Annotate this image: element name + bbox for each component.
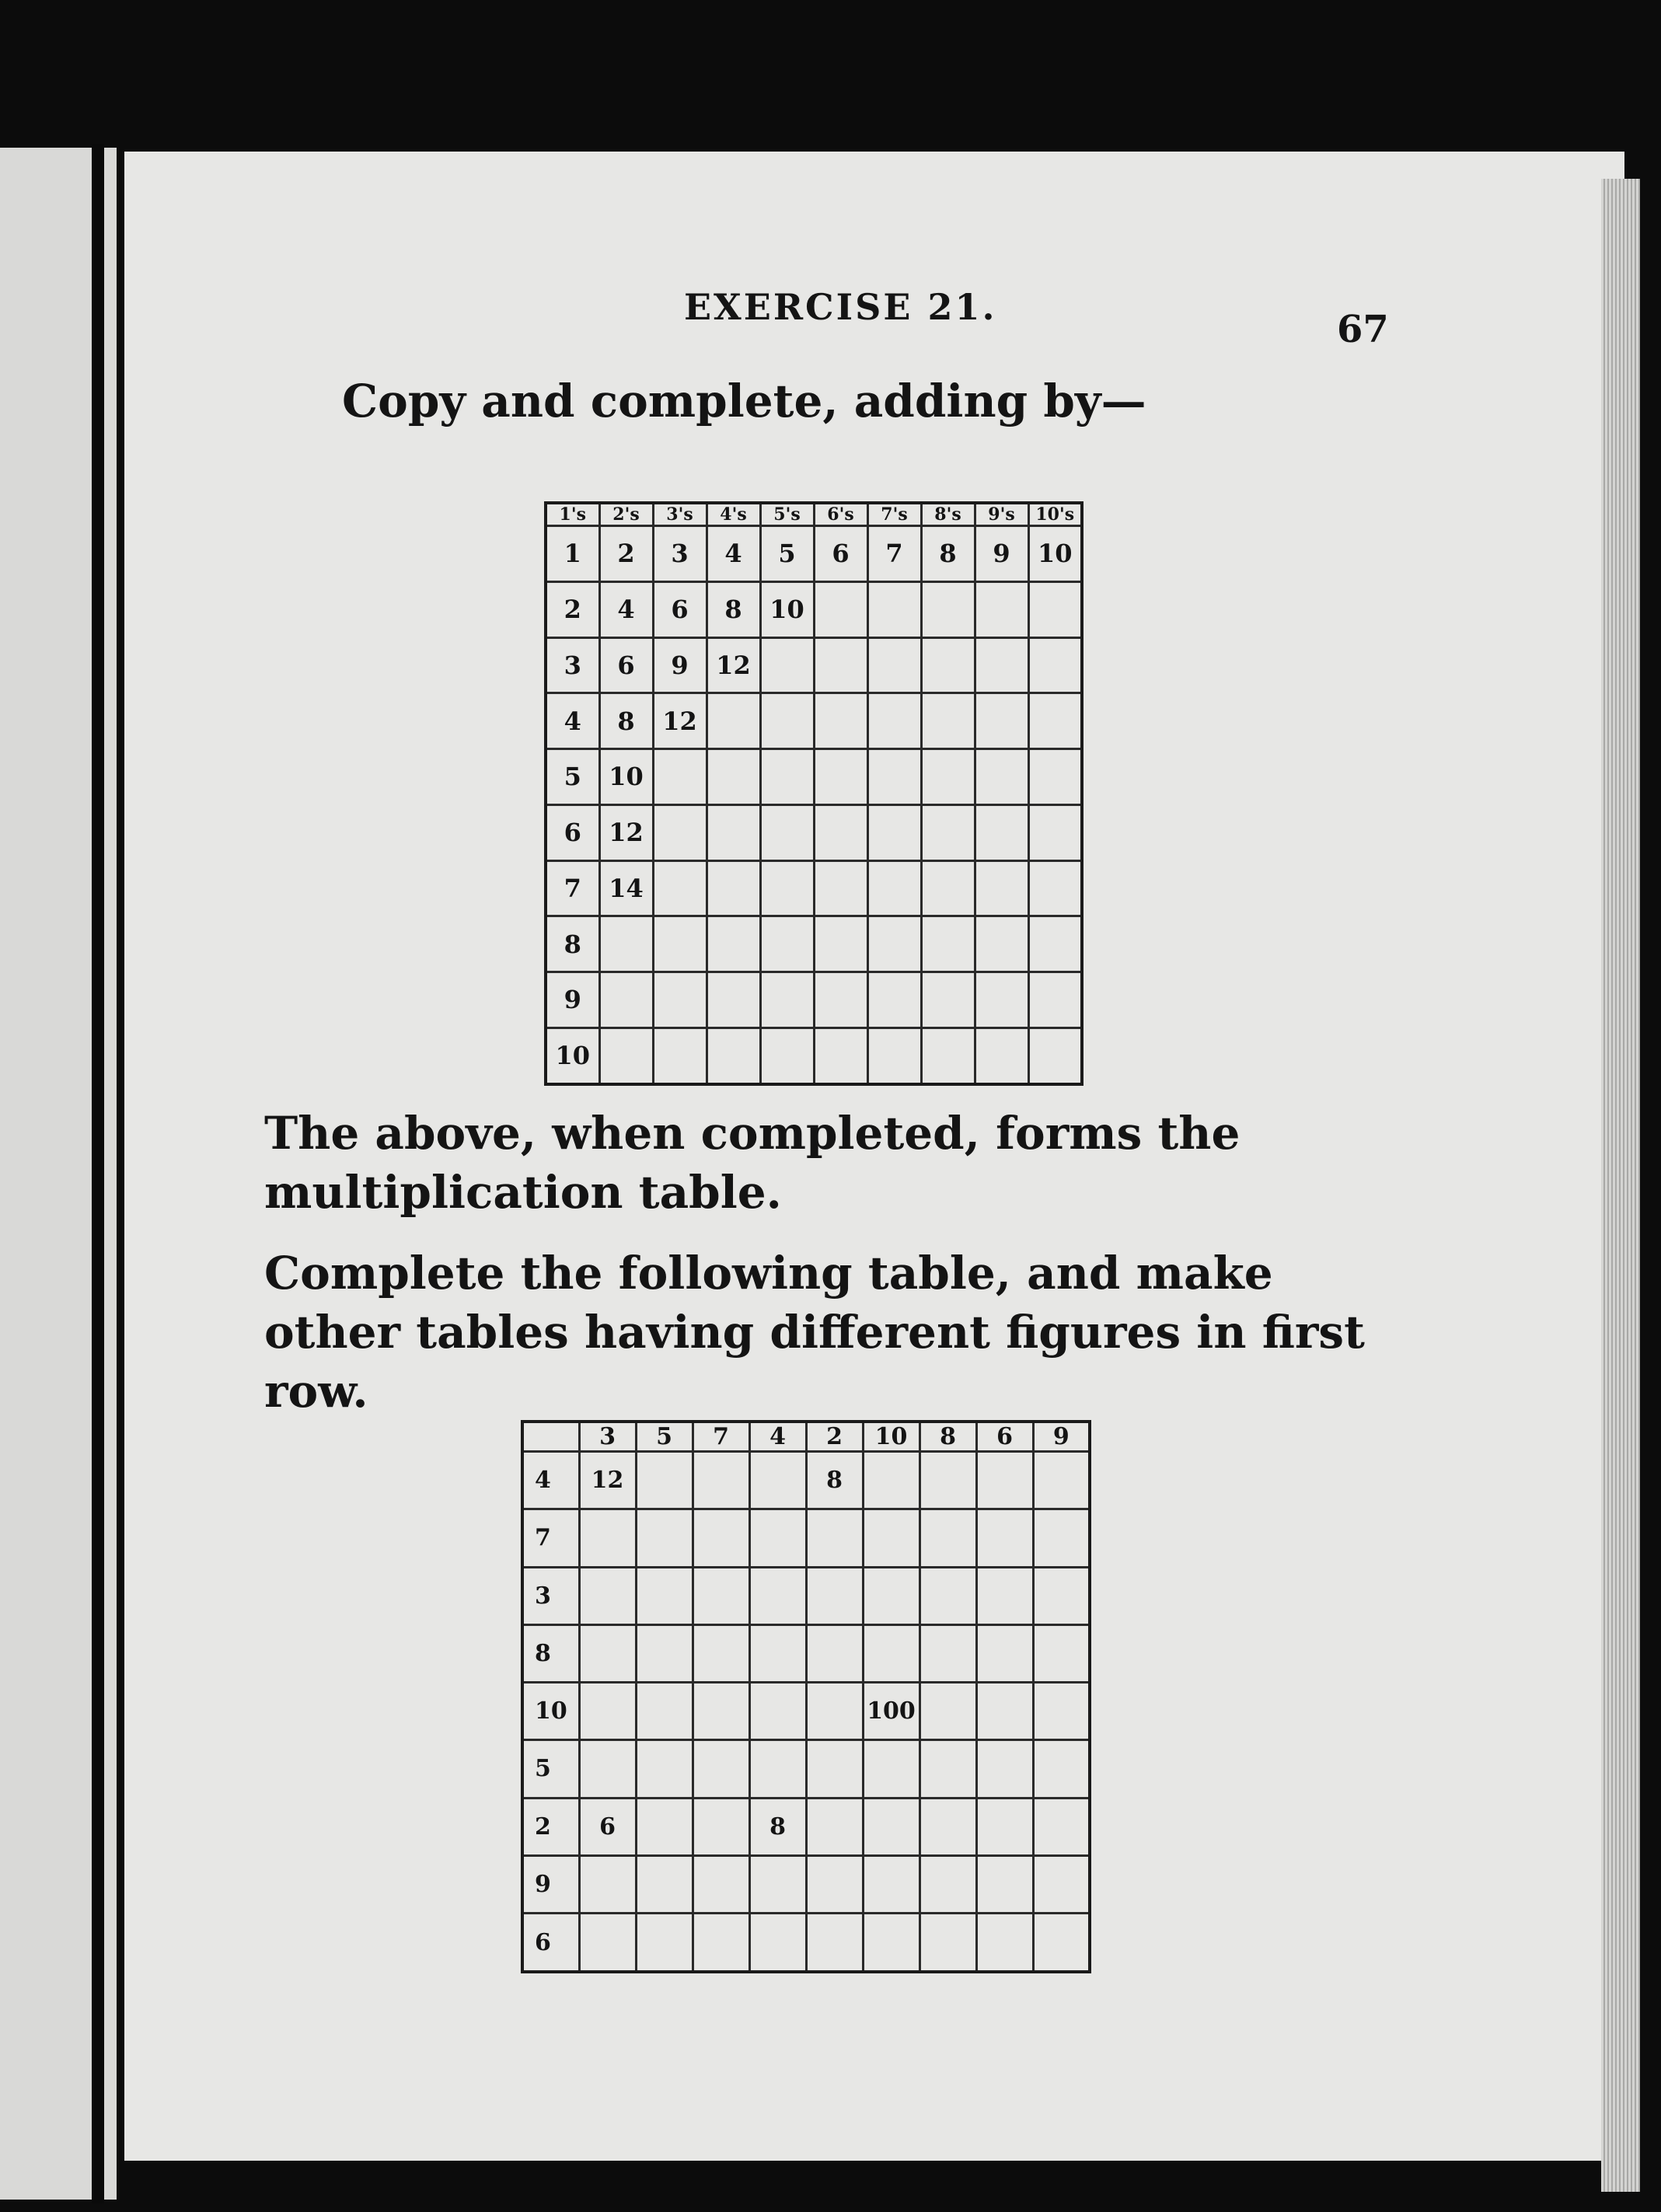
table-cell: 10	[522, 1683, 579, 1740]
table-cell	[760, 749, 814, 805]
table-cell	[976, 1914, 1033, 1972]
column-header: 4	[749, 1422, 806, 1452]
table-cell: 2	[599, 526, 653, 582]
table-cell	[693, 1624, 749, 1682]
table-cell	[760, 637, 814, 693]
table-cell	[806, 1914, 863, 1972]
table-cell: 9	[975, 526, 1028, 582]
table-cell	[867, 581, 921, 637]
column-header: 6's	[814, 503, 867, 526]
practice-table	[521, 1420, 1091, 1973]
table-cell	[636, 1855, 693, 1913]
table-cell	[975, 749, 1028, 805]
table-cell	[1028, 860, 1082, 916]
table-cell: 12	[599, 804, 653, 860]
table-cell	[814, 916, 867, 972]
table-cell: 10	[1028, 526, 1082, 582]
table-cell	[806, 1567, 863, 1624]
table-cell	[1033, 1509, 1090, 1567]
table-cell	[760, 916, 814, 972]
table-cell	[579, 1914, 636, 1972]
table-row	[522, 1567, 1090, 1624]
table-cell	[814, 972, 867, 1028]
table-cell	[1028, 972, 1082, 1028]
table-row	[522, 1740, 1090, 1798]
table-cell	[867, 637, 921, 693]
table-cell	[579, 1740, 636, 1798]
table-header-row	[522, 1422, 1090, 1452]
table-cell	[975, 581, 1028, 637]
table-cell	[975, 860, 1028, 916]
table-cell: 10	[546, 1027, 599, 1084]
table-cell	[921, 972, 975, 1028]
table-cell	[975, 693, 1028, 749]
table-cell: 4	[522, 1452, 579, 1509]
table-cell	[1033, 1624, 1090, 1682]
table-cell	[653, 972, 707, 1028]
table-cell: 14	[599, 860, 653, 916]
table-cell	[1033, 1567, 1090, 1624]
table-cell	[760, 860, 814, 916]
table-cell	[976, 1683, 1033, 1740]
table-cell: 7	[522, 1509, 579, 1567]
table-cell	[976, 1855, 1033, 1913]
table-cell	[1028, 916, 1082, 972]
table-cell	[1033, 1914, 1090, 1972]
table-cell	[636, 1567, 693, 1624]
table-cell	[707, 972, 760, 1028]
table-cell	[863, 1855, 919, 1913]
column-header: 7's	[867, 503, 921, 526]
table-cell	[636, 1798, 693, 1855]
column-header: 10's	[1028, 503, 1082, 526]
table-cell	[863, 1567, 919, 1624]
table-cell	[693, 1683, 749, 1740]
table-cell	[653, 916, 707, 972]
table-cell	[579, 1509, 636, 1567]
table-cell	[707, 1027, 760, 1084]
table-cell	[975, 637, 1028, 693]
column-header: 4's	[707, 503, 760, 526]
table-cell: 8	[599, 693, 653, 749]
table-row	[522, 1914, 1090, 1972]
table-cell	[975, 804, 1028, 860]
table-cell: 10	[599, 749, 653, 805]
table-cell	[863, 1914, 919, 1972]
table-cell: 4	[546, 693, 599, 749]
table-cell: 100	[863, 1683, 919, 1740]
table-cell	[921, 916, 975, 972]
table-row	[546, 972, 1082, 1028]
table-cell: 3	[653, 526, 707, 582]
table-cell: 5	[522, 1740, 579, 1798]
table-cell	[707, 804, 760, 860]
table-cell	[749, 1509, 806, 1567]
table-cell	[1028, 693, 1082, 749]
multiplication-table	[544, 501, 1083, 1086]
table-cell	[919, 1567, 976, 1624]
table-cell	[814, 860, 867, 916]
table-cell	[919, 1798, 976, 1855]
table-cell	[760, 804, 814, 860]
table-cell	[749, 1855, 806, 1913]
table-cell	[636, 1509, 693, 1567]
column-header: 8	[919, 1422, 976, 1452]
paragraph-multiplication: The above, when completed, forms the multiplication table.	[264, 1107, 1241, 1219]
column-header: 3's	[653, 503, 707, 526]
table-cell: 8	[806, 1452, 863, 1509]
table-cell	[636, 1740, 693, 1798]
column-header: 3	[579, 1422, 636, 1452]
table-cell	[976, 1740, 1033, 1798]
table-cell	[1028, 637, 1082, 693]
table-cell: 5	[546, 749, 599, 805]
table-cell	[975, 1027, 1028, 1084]
column-header: 2's	[599, 503, 653, 526]
table-cell	[749, 1452, 806, 1509]
table-cell	[867, 1027, 921, 1084]
table-cell	[921, 860, 975, 916]
table-cell	[579, 1624, 636, 1682]
table-cell	[976, 1452, 1033, 1509]
table-cell: 9	[522, 1855, 579, 1913]
table-cell	[693, 1914, 749, 1972]
table-row	[546, 693, 1082, 749]
table-cell	[975, 916, 1028, 972]
table-cell	[599, 916, 653, 972]
table-cell	[814, 804, 867, 860]
table-cell	[1033, 1740, 1090, 1798]
table-cell: 3	[522, 1567, 579, 1624]
table-cell: 4	[707, 526, 760, 582]
table-cell	[749, 1740, 806, 1798]
table-cell	[1028, 1027, 1082, 1084]
table-cell	[806, 1740, 863, 1798]
table-cell	[867, 749, 921, 805]
table-cell	[707, 916, 760, 972]
table-cell: 6	[599, 637, 653, 693]
table-cell: 12	[707, 637, 760, 693]
column-header: 9's	[975, 503, 1028, 526]
table-cell	[814, 1027, 867, 1084]
table-cell	[1028, 804, 1082, 860]
table-row	[522, 1509, 1090, 1567]
table-cell	[921, 637, 975, 693]
table-row	[522, 1624, 1090, 1682]
table-row	[546, 916, 1082, 972]
table-cell: 5	[760, 526, 814, 582]
table-cell	[919, 1452, 976, 1509]
table-row	[546, 860, 1082, 916]
table-cell	[749, 1914, 806, 1972]
page-edges	[1601, 179, 1640, 2192]
table-cell: 10	[760, 581, 814, 637]
table-cell: 8	[921, 526, 975, 582]
table-cell	[653, 1027, 707, 1084]
table-cell	[867, 972, 921, 1028]
table-cell	[921, 693, 975, 749]
table-cell	[863, 1624, 919, 1682]
table-cell	[1033, 1452, 1090, 1509]
table-cell: 6	[814, 526, 867, 582]
table-cell	[653, 804, 707, 860]
table-row	[522, 1452, 1090, 1509]
table-cell	[976, 1567, 1033, 1624]
page-number: 67	[1337, 308, 1389, 351]
table-cell	[749, 1624, 806, 1682]
table-cell	[693, 1798, 749, 1855]
table-cell	[921, 804, 975, 860]
column-header: 1's	[546, 503, 599, 526]
table-cell	[919, 1740, 976, 1798]
table-cell	[806, 1624, 863, 1682]
table-cell	[806, 1683, 863, 1740]
table-row	[546, 526, 1082, 582]
table-cell	[919, 1624, 976, 1682]
table-cell: 8	[707, 581, 760, 637]
table-cell: 1	[546, 526, 599, 582]
table-cell: 12	[579, 1452, 636, 1509]
table-cell	[579, 1855, 636, 1913]
running-head: EXERCISE 21.	[684, 286, 997, 328]
table-cell	[814, 749, 867, 805]
table-cell: 8	[749, 1798, 806, 1855]
table-cell	[636, 1452, 693, 1509]
column-header: 2	[806, 1422, 863, 1452]
table-cell: 4	[599, 581, 653, 637]
column-header: 5's	[760, 503, 814, 526]
column-header	[522, 1422, 579, 1452]
table-cell	[693, 1509, 749, 1567]
table-cell	[1028, 749, 1082, 805]
table-cell	[921, 1027, 975, 1084]
table-cell: 6	[522, 1914, 579, 1972]
table-cell	[760, 972, 814, 1028]
table-cell: 6	[579, 1798, 636, 1855]
table-cell	[693, 1855, 749, 1913]
table-cell	[653, 860, 707, 916]
table-cell	[867, 693, 921, 749]
table-cell	[749, 1683, 806, 1740]
column-header: 9	[1033, 1422, 1090, 1452]
table-cell: 7	[867, 526, 921, 582]
column-header: 8's	[921, 503, 975, 526]
table-cell	[976, 1798, 1033, 1855]
table-cell: 6	[546, 804, 599, 860]
table-header-row	[546, 503, 1082, 526]
table-row	[522, 1683, 1090, 1740]
column-header: 10	[863, 1422, 919, 1452]
table-cell	[921, 749, 975, 805]
table-cell	[863, 1798, 919, 1855]
table-cell: 2	[546, 581, 599, 637]
table-cell	[867, 916, 921, 972]
column-header: 7	[693, 1422, 749, 1452]
table-row	[522, 1798, 1090, 1855]
table-row	[546, 581, 1082, 637]
table-cell	[867, 860, 921, 916]
column-header: 5	[636, 1422, 693, 1452]
table-cell	[863, 1740, 919, 1798]
table-cell: 9	[653, 637, 707, 693]
table-cell: 9	[546, 972, 599, 1028]
table-cell	[806, 1855, 863, 1913]
table-cell	[599, 972, 653, 1028]
table-cell	[1033, 1855, 1090, 1913]
table-cell	[814, 693, 867, 749]
table-cell	[814, 581, 867, 637]
paragraph-complete-table: Complete the following table, and make other tables having different figures in first row.	[264, 1247, 1365, 1418]
table-cell	[579, 1567, 636, 1624]
table-cell	[653, 749, 707, 805]
table-cell	[919, 1855, 976, 1913]
table-cell	[863, 1452, 919, 1509]
table-cell	[806, 1509, 863, 1567]
table-cell	[636, 1683, 693, 1740]
table-row	[546, 804, 1082, 860]
table-cell	[975, 972, 1028, 1028]
table-cell	[749, 1567, 806, 1624]
table-row	[522, 1855, 1090, 1913]
table-row	[546, 637, 1082, 693]
table-cell	[919, 1683, 976, 1740]
column-header: 6	[976, 1422, 1033, 1452]
table-cell	[636, 1624, 693, 1682]
table-cell: 8	[522, 1624, 579, 1682]
table-cell	[863, 1509, 919, 1567]
table-cell	[919, 1914, 976, 1972]
table-cell	[919, 1509, 976, 1567]
table-cell	[636, 1914, 693, 1972]
table-row	[546, 749, 1082, 805]
table-cell	[867, 804, 921, 860]
table-cell: 3	[546, 637, 599, 693]
table-cell	[707, 749, 760, 805]
table-cell	[806, 1798, 863, 1855]
table-cell	[814, 637, 867, 693]
table-cell	[760, 693, 814, 749]
table-cell	[693, 1452, 749, 1509]
table-cell: 7	[546, 860, 599, 916]
table-cell	[693, 1740, 749, 1798]
table-cell	[976, 1509, 1033, 1567]
table-cell	[693, 1567, 749, 1624]
table-cell	[1033, 1798, 1090, 1855]
table-cell: 6	[653, 581, 707, 637]
table-cell: 2	[522, 1798, 579, 1855]
instruction-text: Copy and complete, adding by—	[342, 375, 1146, 427]
table-cell	[1033, 1683, 1090, 1740]
book-spine	[92, 144, 104, 2203]
table-cell	[976, 1624, 1033, 1682]
table-cell: 12	[653, 693, 707, 749]
table-cell	[760, 1027, 814, 1084]
table-cell	[707, 693, 760, 749]
table-cell	[599, 1027, 653, 1084]
table-row	[546, 1027, 1082, 1084]
table-cell	[579, 1683, 636, 1740]
table-cell	[921, 581, 975, 637]
table-cell	[1028, 581, 1082, 637]
table-cell	[707, 860, 760, 916]
table-cell: 8	[546, 916, 599, 972]
